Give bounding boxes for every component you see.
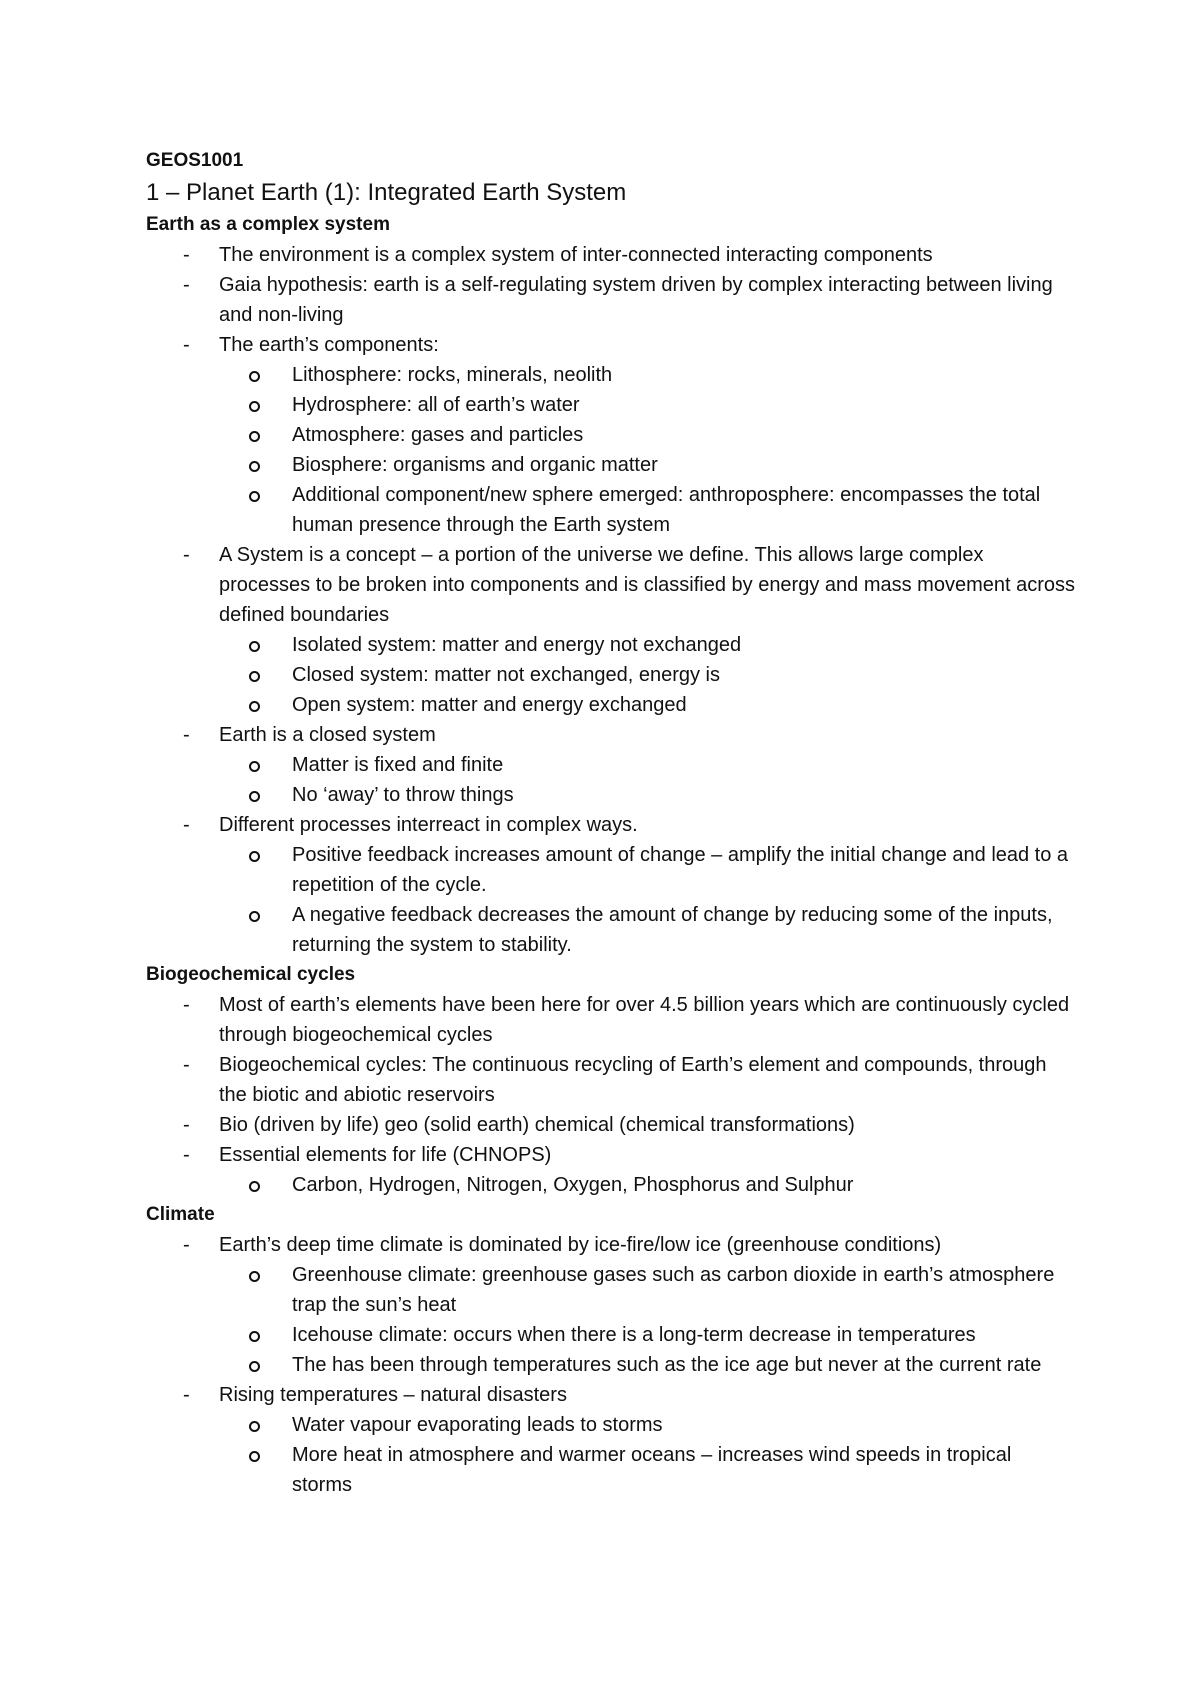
bullet-list — [146, 1230, 1076, 1500]
sub-list-item-text: Additional component/new sphere emerged: anthroposphere: encompasses the total human presence through the Earth system — [292, 484, 1041, 536]
list-item — [146, 330, 1076, 540]
sub-list-item — [219, 1260, 1076, 1320]
sub-list-item — [219, 450, 1076, 480]
sub-bullet-list — [219, 360, 1076, 540]
list-item-text: Earth is a closed system — [219, 724, 436, 746]
list-item-text: The environment is a complex system of inter-connected interacting components — [219, 244, 933, 266]
dash-bullet-icon: - — [183, 1114, 190, 1136]
circle-bullet-icon — [249, 1421, 260, 1432]
sub-list-item-text: More heat in atmosphere and warmer oceans – increases wind speeds in tropical storms — [292, 1444, 1012, 1496]
sub-list-item — [219, 630, 1076, 660]
circle-bullet-icon — [249, 671, 260, 682]
list-item-text: A System is a concept – a portion of the universe we define. This allows large complex processes to be broken into components and is classified by energy and mass movement across defined boundaries — [219, 544, 1075, 626]
list-item — [146, 1140, 1076, 1200]
list-item-text: Rising temperatures – natural disasters — [219, 1384, 567, 1406]
circle-bullet-icon — [249, 641, 260, 652]
list-item — [146, 720, 1076, 810]
sub-list-item-text: Hydrosphere: all of earth’s water — [292, 394, 580, 416]
section-heading: Climate — [146, 1204, 215, 1225]
sub-list-item — [219, 840, 1076, 900]
dash-bullet-icon: - — [183, 244, 190, 266]
sub-list-item-text: Icehouse climate: occurs when there is a long-term decrease in temperatures — [292, 1324, 976, 1346]
sub-list-item — [219, 1440, 1076, 1500]
sub-list-item — [219, 1320, 1076, 1350]
circle-bullet-icon — [249, 401, 260, 412]
list-item-text: Gaia hypothesis: earth is a self-regulating system driven by complex interacting between living and non-living — [219, 274, 1053, 326]
page-title: 1 – Planet Earth (1): Integrated Earth System — [146, 179, 627, 206]
bullet-list — [146, 240, 1076, 960]
sub-list-item-text: Carbon, Hydrogen, Nitrogen, Oxygen, Phosphorus and Sulphur — [292, 1174, 854, 1196]
sub-list-item-text: Lithosphere: rocks, minerals, neolith — [292, 364, 613, 386]
sub-list-item-text: Greenhouse climate: greenhouse gases such as carbon dioxide in earth’s atmosphere trap the sun’s heat — [292, 1264, 1055, 1316]
circle-bullet-icon — [249, 911, 260, 922]
circle-bullet-icon — [249, 491, 260, 502]
dash-bullet-icon: - — [183, 1384, 190, 1406]
sub-list-item — [219, 750, 1076, 780]
sub-list-item — [219, 480, 1076, 540]
circle-bullet-icon — [249, 431, 260, 442]
sub-list-item — [219, 360, 1076, 390]
dash-bullet-icon: - — [183, 724, 190, 746]
circle-bullet-icon — [249, 1331, 260, 1342]
document-page — [146, 146, 1076, 1500]
list-item — [146, 1230, 1076, 1380]
dash-bullet-icon: - — [183, 1054, 190, 1076]
circle-bullet-icon — [249, 1361, 260, 1372]
sub-bullet-list — [219, 1260, 1076, 1380]
circle-bullet-icon — [249, 701, 260, 712]
circle-bullet-icon — [249, 371, 260, 382]
list-item-text: Most of earth’s elements have been here for over 4.5 billion years which are continuously cycled through biogeochemical cycles — [219, 994, 1070, 1046]
course-code: GEOS1001 — [146, 150, 244, 171]
list-item-text: The earth’s components: — [219, 334, 439, 356]
sub-bullet-list — [219, 750, 1076, 810]
sub-bullet-list — [219, 840, 1076, 960]
sub-list-item-text: A negative feedback decreases the amount of change by reducing some of the inputs, returning the system to stability. — [292, 904, 1053, 956]
sub-list-item — [219, 690, 1076, 720]
list-item-text: Essential elements for life (CHNOPS) — [219, 1144, 552, 1166]
circle-bullet-icon — [249, 1451, 260, 1462]
sub-list-item-text: No ‘away’ to throw things — [292, 784, 514, 806]
list-item — [146, 1110, 1076, 1140]
list-item-text: Bio (driven by life) geo (solid earth) chemical (chemical transformations) — [219, 1114, 855, 1136]
sub-list-item — [219, 1410, 1076, 1440]
list-item — [146, 810, 1076, 960]
section-heading: Earth as a complex system — [146, 214, 390, 235]
list-item — [146, 1380, 1076, 1500]
dash-bullet-icon: - — [183, 1234, 190, 1256]
sub-list-item — [219, 660, 1076, 690]
sub-list-item — [219, 1350, 1076, 1380]
notes-body — [146, 210, 1076, 1500]
list-item — [146, 240, 1076, 270]
dash-bullet-icon: - — [183, 334, 190, 356]
dash-bullet-icon: - — [183, 1144, 190, 1166]
sub-bullet-list — [219, 1410, 1076, 1500]
circle-bullet-icon — [249, 791, 260, 802]
list-item-text: Earth’s deep time climate is dominated by ice-fire/low ice (greenhouse conditions) — [219, 1234, 942, 1256]
sub-list-item-text: Atmosphere: gases and particles — [292, 424, 584, 446]
list-item — [146, 540, 1076, 720]
list-item — [146, 270, 1076, 330]
sub-list-item-text: The has been through temperatures such as the ice age but never at the current rate — [292, 1354, 1042, 1376]
sub-list-item-text: Open system: matter and energy exchanged — [292, 694, 687, 716]
sub-bullet-list — [219, 1170, 1076, 1200]
circle-bullet-icon — [249, 1271, 260, 1282]
sub-list-item — [219, 390, 1076, 420]
sub-list-item — [219, 420, 1076, 450]
list-item-text: Biogeochemical cycles: The continuous recycling of Earth’s element and compounds, through the biotic and abiotic reservoirs — [219, 1054, 1047, 1106]
section-heading: Biogeochemical cycles — [146, 964, 356, 985]
circle-bullet-icon — [249, 851, 260, 862]
sub-list-item — [219, 780, 1076, 810]
list-item — [146, 990, 1076, 1050]
sub-list-item — [219, 900, 1076, 960]
circle-bullet-icon — [249, 461, 260, 472]
sub-list-item-text: Biosphere: organisms and organic matter — [292, 454, 658, 476]
dash-bullet-icon: - — [183, 544, 190, 566]
dash-bullet-icon: - — [183, 814, 190, 836]
sub-list-item-text: Matter is fixed and finite — [292, 754, 504, 776]
list-item — [146, 1050, 1076, 1110]
sub-list-item-text: Isolated system: matter and energy not exchanged — [292, 634, 742, 656]
bullet-list — [146, 990, 1076, 1200]
sub-list-item-text: Positive feedback increases amount of change – amplify the initial change and lead to a repetition of the cycle. — [292, 844, 1069, 896]
sub-list-item-text: Closed system: matter not exchanged, energy is — [292, 664, 720, 686]
sub-list-item-text: Water vapour evaporating leads to storms — [292, 1414, 663, 1436]
dash-bullet-icon: - — [183, 994, 190, 1016]
sub-bullet-list — [219, 630, 1076, 720]
list-item-text: Different processes interreact in complex ways. — [219, 814, 638, 836]
circle-bullet-icon — [249, 761, 260, 772]
circle-bullet-icon — [249, 1181, 260, 1192]
sub-list-item — [219, 1170, 1076, 1200]
dash-bullet-icon: - — [183, 274, 190, 296]
